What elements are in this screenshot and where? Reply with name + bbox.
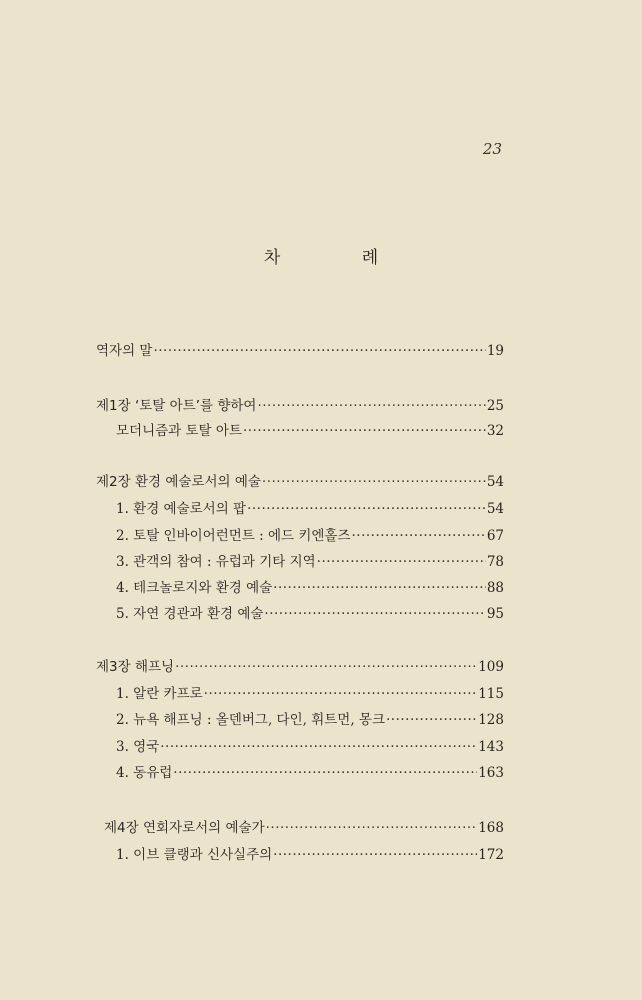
dot-leader [264, 604, 485, 624]
toc-entry-page: 54 [486, 501, 504, 517]
dot-leader [352, 526, 486, 546]
toc-entry-page: 19 [486, 343, 504, 359]
toc-entry-section[interactable] [116, 604, 504, 624]
toc-entry-page: 54 [486, 474, 504, 490]
toc-entry-section[interactable] [116, 763, 504, 783]
dot-leader [160, 737, 477, 757]
toc-entry-page: 67 [486, 528, 504, 544]
dot-leader [266, 818, 478, 838]
toc-entry-page: 115 [478, 686, 504, 702]
toc-entry-page: 32 [486, 423, 504, 439]
toc-entry-chapter-2[interactable] [96, 472, 504, 492]
toc-entry-page: 143 [478, 739, 504, 755]
toc-entry-label: 모더니즘과 토탈 아트 [116, 423, 242, 439]
dot-leader [175, 657, 477, 677]
toc-entry-label: 3. 관객의 참여 : 유럽과 기타 지역 [116, 554, 316, 570]
page-number: 23 [482, 140, 502, 158]
toc-entry-section[interactable] [116, 578, 504, 598]
dot-leader [204, 684, 478, 704]
toc-entry-label: 3. 영국 [116, 739, 160, 755]
toc-entry-label: 1. 알란 카프로 [116, 686, 203, 702]
toc-entry-label: 2. 토탈 인바이어런먼트 : 에드 키엔홀즈 [116, 528, 351, 544]
toc-entry-label: 1. 환경 예술로서의 팝 [116, 501, 247, 517]
toc-entry-label: 2. 뉴욕 해프닝 : 올덴버그, 다인, 휘트먼, 몽크 [116, 712, 385, 728]
dot-leader [257, 396, 485, 416]
toc-entry-page: 109 [478, 659, 504, 675]
toc-entry-label: 4. 동유럽 [116, 765, 173, 781]
toc-entry-page: 163 [478, 765, 504, 781]
dot-leader [317, 552, 486, 572]
dot-leader [173, 763, 477, 783]
toc-entry-label: 1. 이브 클랭과 신사실주의 [116, 847, 273, 863]
toc-entry-chapter-4[interactable] [104, 818, 504, 838]
dot-leader [273, 845, 477, 865]
toc-entry-label: 제4장 연회자로서의 예술가 [104, 820, 265, 836]
toc-entry-section[interactable] [116, 845, 504, 865]
toc-entry-translator-note[interactable] [96, 341, 504, 361]
dot-leader [247, 499, 486, 519]
toc-title: 차 례 [263, 248, 417, 268]
toc-entry-section[interactable] [116, 737, 504, 757]
toc-entry-section[interactable] [116, 499, 504, 519]
toc-entry-label: 제1장 ‘토탈 아트’를 향하여 [96, 398, 257, 414]
toc-entry-chapter-3[interactable] [96, 657, 504, 677]
toc-entry-page: 25 [486, 398, 504, 414]
toc-entry-label: 제2장 환경 예술로서의 예술 [96, 474, 261, 490]
dot-leader [262, 472, 486, 492]
dot-leader [386, 710, 477, 730]
toc-entry-page: 172 [478, 847, 504, 863]
toc-entry-page: 95 [486, 606, 504, 622]
toc-entry-section[interactable] [116, 421, 504, 441]
toc-entry-page: 88 [486, 580, 504, 596]
dot-leader [243, 421, 486, 441]
toc-entry-label: 5. 자연 경관과 환경 예술 [116, 606, 264, 622]
toc-entry-section[interactable] [116, 552, 504, 572]
toc-entry-label: 역자의 말 [96, 343, 153, 359]
toc-entry-section[interactable] [116, 526, 504, 546]
toc-entry-page: 168 [478, 820, 504, 836]
toc-entry-chapter-1[interactable] [96, 396, 504, 416]
toc-entry-label: 제3장 해프닝 [96, 659, 175, 675]
toc-entry-page: 128 [478, 712, 504, 728]
dot-leader [273, 578, 486, 598]
toc-entry-section[interactable] [116, 684, 504, 704]
dot-leader [153, 341, 485, 361]
toc-entry-section[interactable] [116, 710, 504, 730]
toc-entry-label: 4. 테크놀로지와 환경 예술 [116, 580, 273, 596]
toc-entry-page: 78 [486, 554, 504, 570]
